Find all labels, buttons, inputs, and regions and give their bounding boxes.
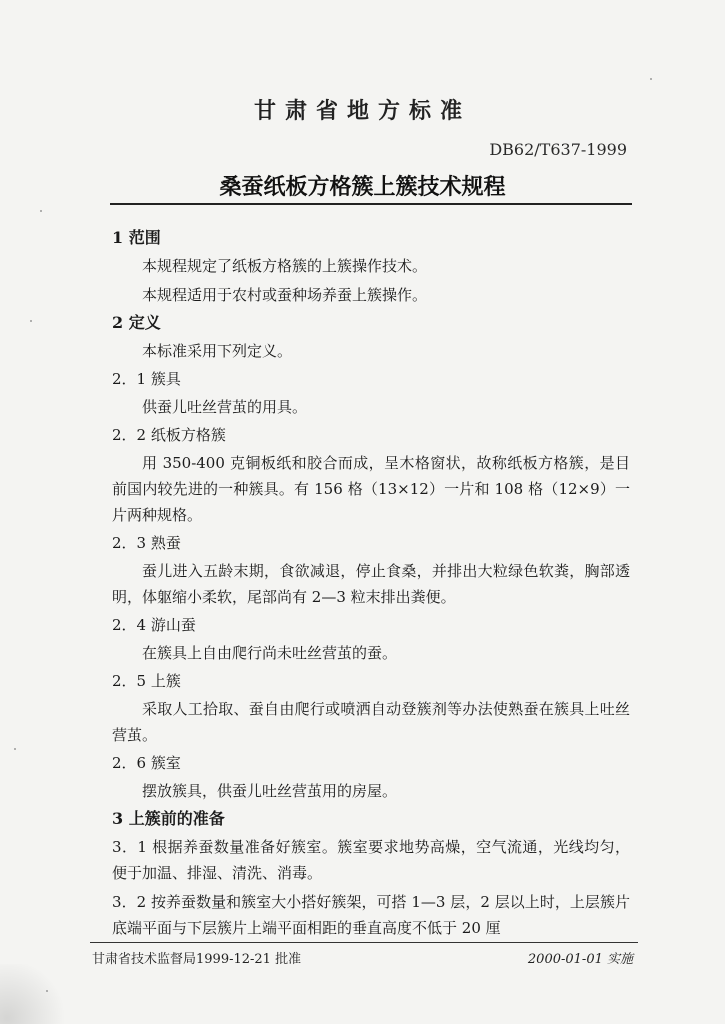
subsection-heading: 2．1 簇具 [112,370,181,388]
scan-speck [14,748,16,750]
document-title: 桑蚕纸板方格簇上簇技术规程 [219,174,506,200]
scan-speck [40,210,42,212]
numbered-paragraph: 3．1 根据养蚕数量准备好簇室。簇室要求地势高燥，空气流通，光线均匀，便于加温、排湿、清洗、消毒。 [112,838,630,882]
scan-shadow [0,964,70,1024]
subsection-heading: 2．5 上簇 [112,672,181,690]
footer-divider [90,942,638,943]
section-heading: 1 范围 [112,228,161,247]
paragraph: 本标准采用下列定义。 [142,342,293,360]
paragraph: 用 350-400 克铜板纸和胶合而成，呈木格窗状，故称纸板方格簇，是目前国内较先进的一种簇具。有 156 格（13×12）一片和 108 格（12×9）一片两种规格。 [112,454,630,524]
section-heading: 3 上簇前的准备 [112,809,225,828]
approval-note: 甘肃省技术监督局1999-12-21 批准 [92,952,302,967]
numbered-paragraph: 3．2 按养蚕数量和簇室大小搭好簇架，可搭 1—3 层，2 层以上时，上层簇片底端平面与下层簇片上端平面相距的垂直高度不低于 20 厘 [112,893,630,937]
title-divider [110,203,632,205]
paragraph: 在簇具上自由爬行尚未吐丝营茧的蚕。 [142,644,398,662]
scan-speck [650,78,652,80]
subsection-heading: 2．6 簇室 [112,754,181,772]
standard-code: DB62/T637-1999 [489,140,627,159]
implementation-note: 2000-01-01 实施 [527,952,633,967]
subsection-heading: 2．3 熟蚕 [112,534,181,552]
scan-speck [46,990,48,992]
paragraph: 采取人工拾取、蚕自由爬行或喷洒自动登簇剂等办法使熟蚕在簇具上吐丝营茧。 [112,700,630,744]
paragraph: 本规程适用于农村或蚕种场养蚕上簇操作。 [142,286,428,304]
subsection-heading: 2．4 游山蚕 [112,616,196,634]
paragraph: 摆放簇具，供蚕儿吐丝营茧用的房屋。 [142,782,398,800]
scan-speck [30,320,32,322]
section-heading: 2 定义 [112,313,161,332]
paragraph: 本规程规定了纸板方格簇的上簇操作技术。 [142,257,428,275]
issuing-authority: 甘肃省地方标准 [253,98,471,124]
document-body [112,226,630,944]
paragraph: 供蚕儿吐丝营茧的用具。 [142,398,308,416]
paragraph: 蚕儿进入五龄末期，食欲减退，停止食桑，并排出大粒绿色软粪，胸部透明，体躯缩小柔软，尾部尚有 2—3 粒末排出粪便。 [112,562,630,606]
subsection-heading: 2．2 纸板方格簇 [112,426,226,444]
